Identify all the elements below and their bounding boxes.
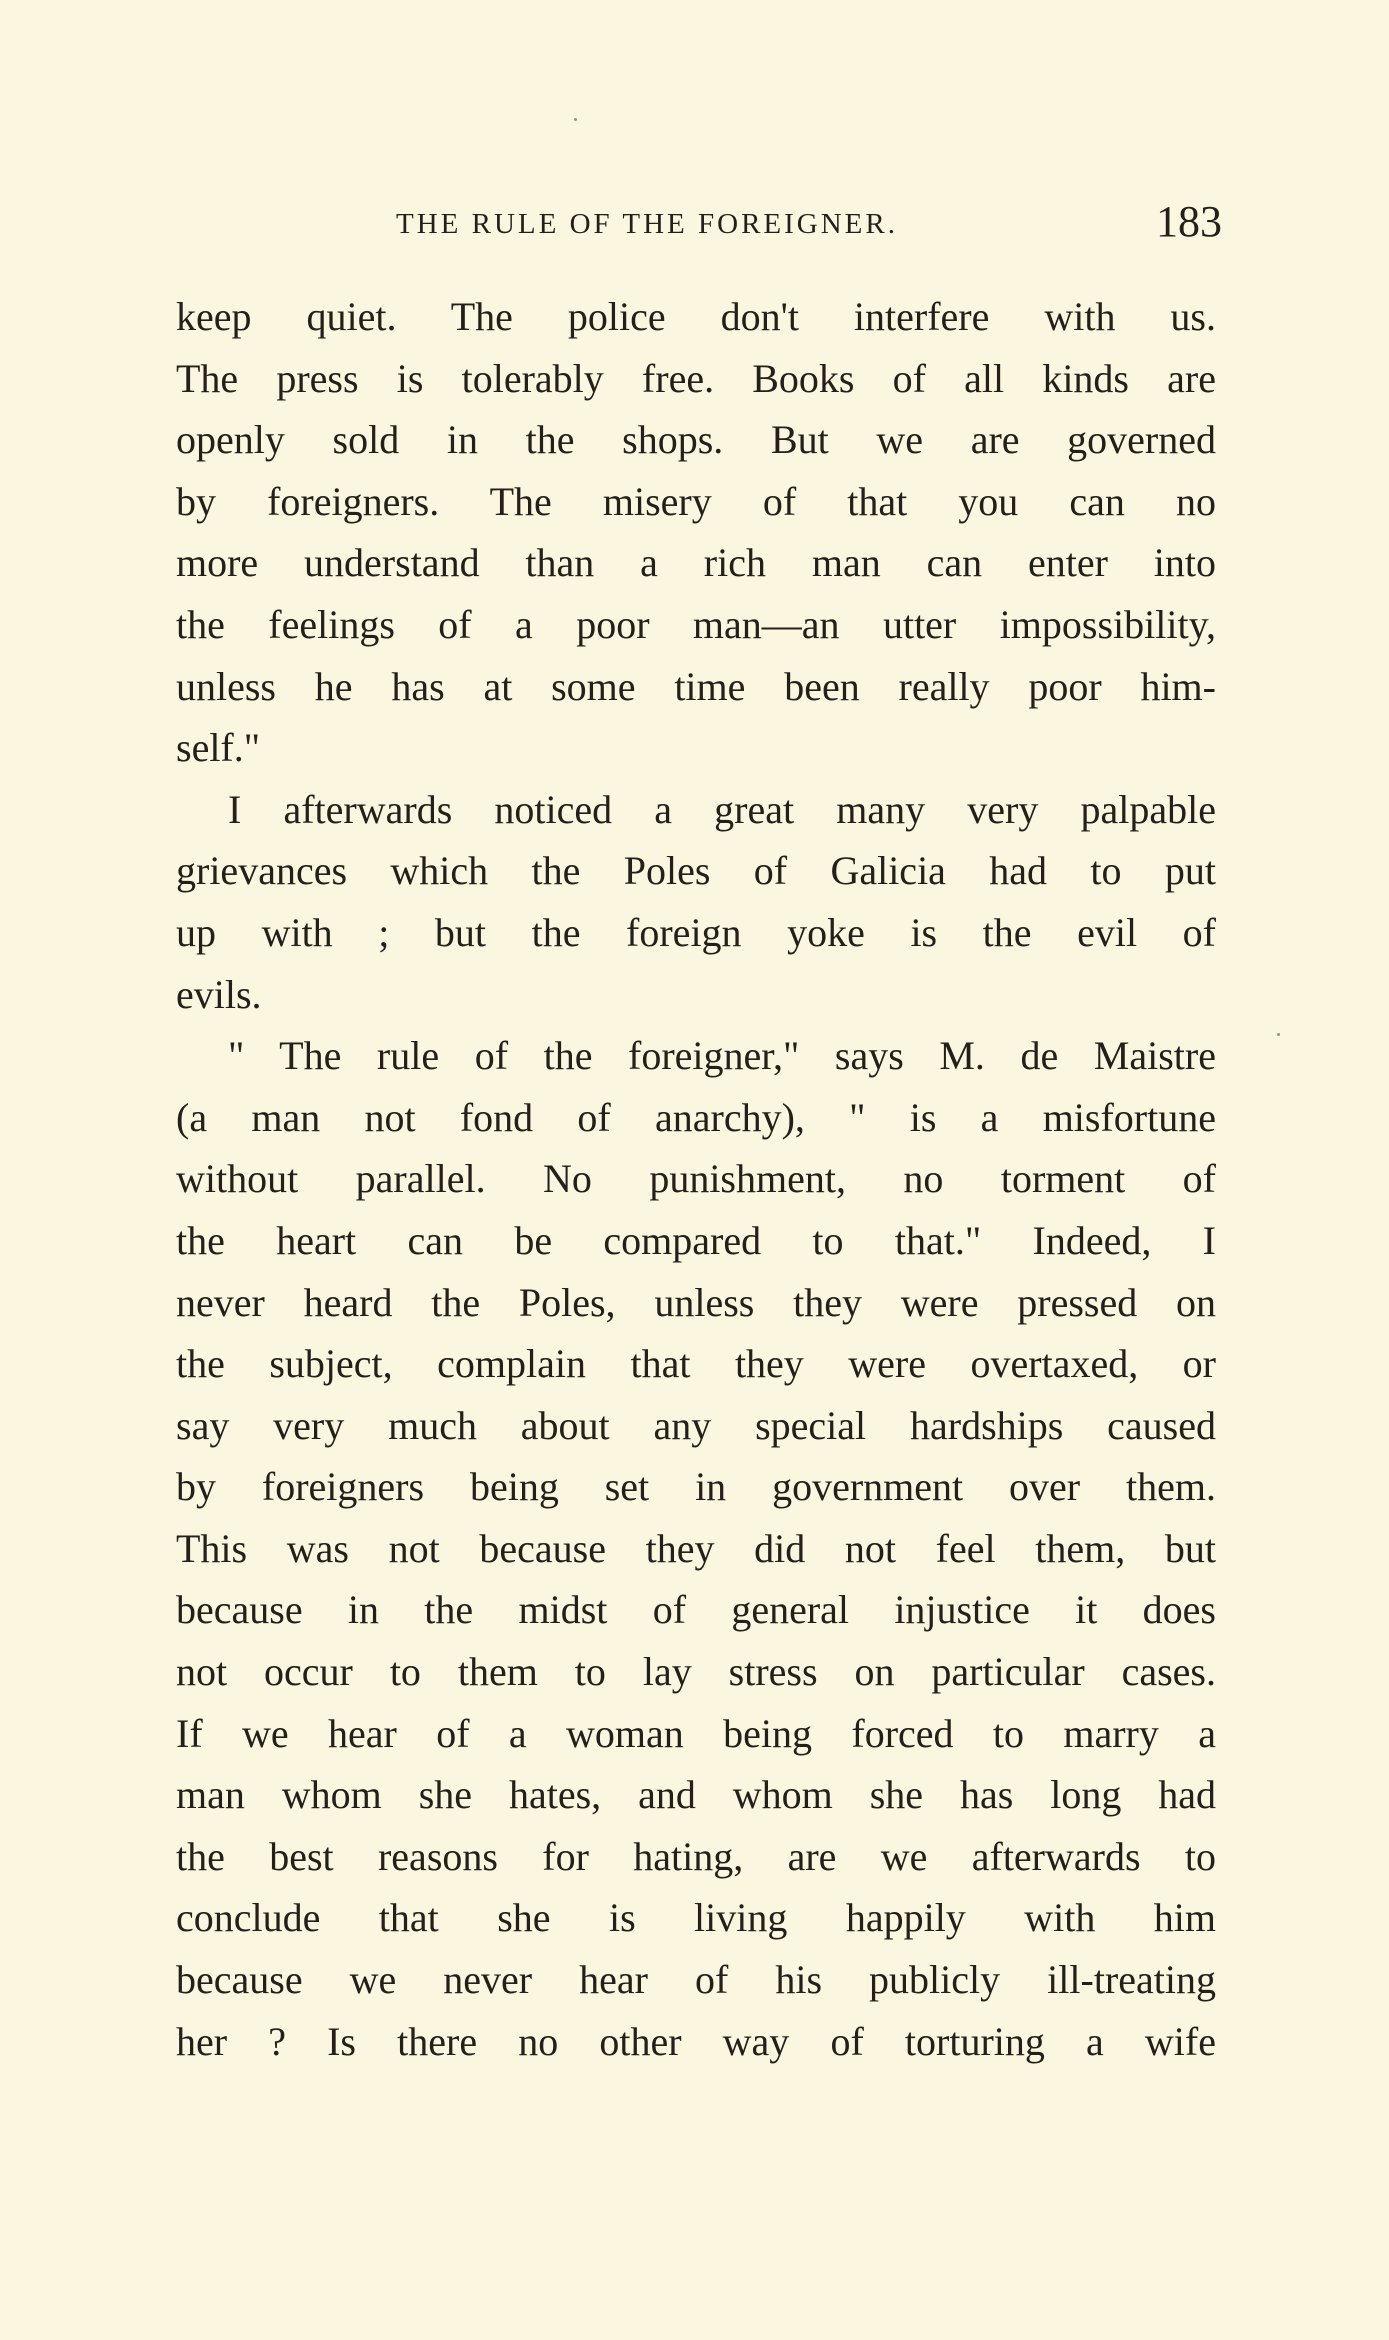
text-line: This was not because they did not feel them, but — [176, 1525, 1216, 1571]
text-line: If we hear of a woman being forced to marry a — [176, 1710, 1216, 1756]
running-header — [0, 196, 1389, 246]
paper-speck — [1277, 1033, 1280, 1036]
page-number: 183 — [1156, 197, 1222, 246]
text-line: not occur to them to lay stress on particular cases. — [176, 1649, 1216, 1695]
text-line: the subject, complain that they were overtaxed, or — [176, 1341, 1216, 1387]
text-line: evils. — [176, 971, 262, 1017]
body-text — [176, 286, 1216, 2072]
text-line: unless he has at some time been really poor him- — [176, 663, 1216, 709]
text-line: without parallel. No punishment, no torment of — [176, 1156, 1216, 1202]
text-line: say very much about any special hardships caused — [176, 1402, 1216, 1448]
text-line: " The rule of the foreigner," says M. de Maistre — [228, 1033, 1216, 1079]
text-line: self." — [176, 725, 261, 771]
text-line: man whom she hates, and whom she has long had — [176, 1772, 1216, 1818]
text-line: her ? Is there no other way of torturing a wife — [176, 2018, 1216, 2064]
text-line: keep quiet. The police don't interfere with us. — [176, 294, 1216, 339]
text-line: I afterwards noticed a great many very palpable — [228, 786, 1216, 832]
text-line: grievances which the Poles of Galicia had to put — [176, 848, 1216, 894]
text-line: because in the midst of general injustice it does — [176, 1587, 1216, 1633]
text-line: the best reasons for hating, are we afterwards to — [176, 1833, 1216, 1879]
text-line: by foreigners. The misery of that you can no — [176, 478, 1216, 524]
text-line: more understand than a rich man can enter into — [176, 540, 1216, 586]
text-line: up with ; but the foreign yoke is the evil of — [176, 909, 1216, 955]
text-line: The press is tolerably free. Books of all kinds are — [176, 355, 1216, 401]
text-line: openly sold in the shops. But we are governed — [176, 417, 1216, 463]
text-line: by foreigners being set in government over them. — [176, 1464, 1216, 1510]
text-line: the feelings of a poor man—an utter impossibility, — [176, 601, 1216, 647]
running-title: THE RULE OF THE FOREIGNER. — [396, 208, 898, 240]
text-line: the heart can be compared to that." Indeed, I — [176, 1217, 1216, 1263]
text-line: never heard the Poles, unless they were pressed on — [176, 1279, 1216, 1325]
text-line: (a man not fond of anarchy), " is a misfortune — [176, 1094, 1216, 1140]
paper-speck — [574, 118, 577, 121]
text-line: conclude that she is living happily with him — [176, 1895, 1216, 1941]
text-line: because we never hear of his publicly ill-treating — [176, 1957, 1216, 2003]
